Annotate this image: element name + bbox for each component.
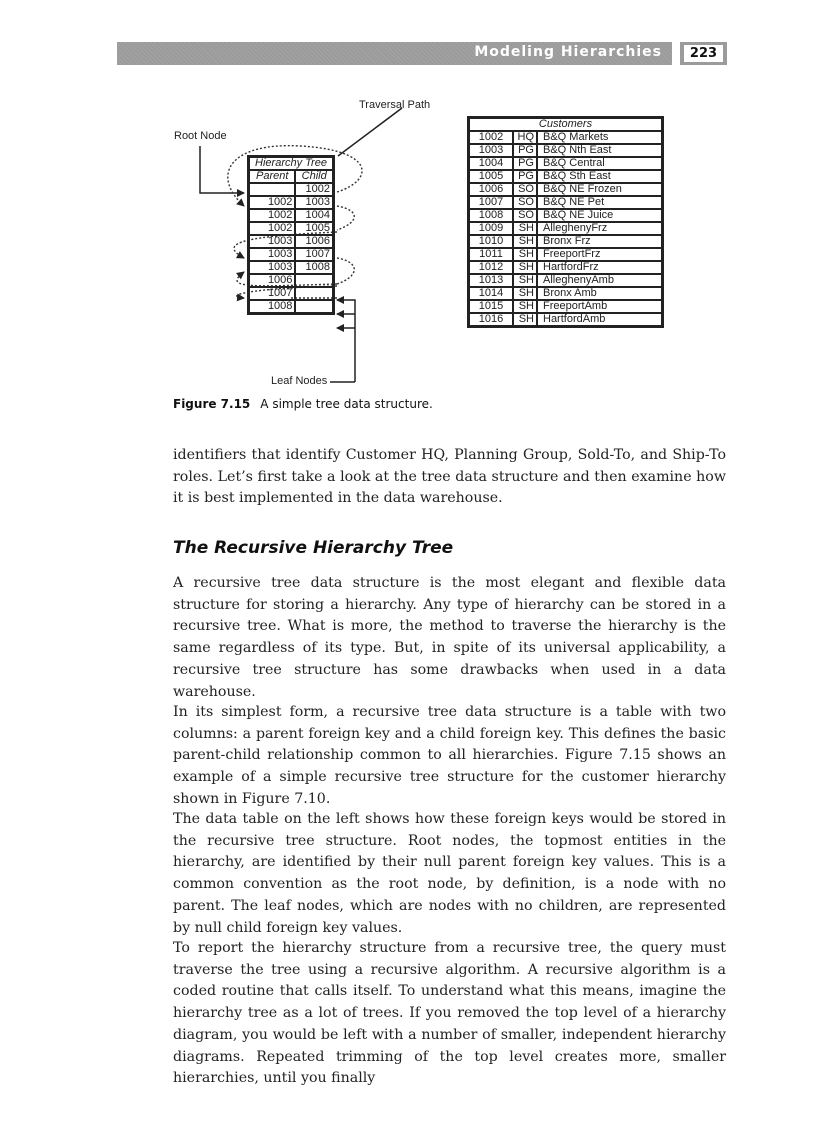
child-cell: 1004 <box>295 209 333 222</box>
table-row <box>469 196 662 209</box>
running-header-title: Modeling Hierarchies <box>474 44 662 60</box>
customer-role: SO <box>513 183 537 196</box>
customer-name: AlleghenyAmb <box>537 274 662 287</box>
customer-id: 1002 <box>469 131 513 144</box>
customer-id: 1013 <box>469 274 513 287</box>
customer-role: HQ <box>513 131 537 144</box>
customer-name: HartfordFrz <box>537 261 662 274</box>
customer-name: Bronx Frz <box>537 235 662 248</box>
table-row <box>249 183 333 196</box>
table-row <box>469 313 662 326</box>
customer-name: HartfordAmb <box>537 313 662 326</box>
customer-name: B&Q NE Frozen <box>537 183 662 196</box>
customer-role: SH <box>513 313 537 326</box>
customer-id: 1008 <box>469 209 513 222</box>
intro-paragraph: identifiers that identify Customer HQ, Planning Group, Sold-To, and Ship-To roles. Let’s first take a look at the tree data structure and then examine how it is best implemented in the data warehouse. <box>173 447 726 507</box>
table-row <box>469 300 662 313</box>
parent-cell: 1003 <box>249 248 295 261</box>
parent-cell: 1002 <box>249 196 295 209</box>
customer-role: SO <box>513 209 537 222</box>
traversal-path-pointer <box>338 108 402 156</box>
body-paragraph: A recursive tree data structure is the most elegant and flexible data structure for storing a hierarchy. Any type of hierarchy can be stored in a recursive tree. What is more, the method to traverse the hierarchy is the same regardless of its type. But, in spite of its universal applicability, a recursive tree structure has some drawbacks when used in a data warehouse. <box>173 575 726 700</box>
page-number: 223 <box>684 45 723 62</box>
child-cell <box>295 287 333 300</box>
customer-id: 1006 <box>469 183 513 196</box>
child-cell: 1003 <box>295 196 333 209</box>
customer-role: SH <box>513 261 537 274</box>
table-row <box>249 196 333 209</box>
customers-table <box>467 116 664 328</box>
child-cell: 1006 <box>295 235 333 248</box>
column-header-child: Child <box>295 170 333 183</box>
customer-role: SH <box>513 274 537 287</box>
parent-cell: 1003 <box>249 261 295 274</box>
table-row <box>469 157 662 170</box>
customer-role: SH <box>513 222 537 235</box>
table-row <box>469 248 662 261</box>
table-row <box>469 209 662 222</box>
figure-caption <box>173 397 433 411</box>
table-row <box>469 235 662 248</box>
customer-id: 1005 <box>469 170 513 183</box>
customer-role: PG <box>513 170 537 183</box>
customer-role: SH <box>513 248 537 261</box>
body-paragraph: In its simplest form, a recursive tree data structure is a table with two columns: a parent foreign key and a child foreign key. This defines the basic parent-child relationship common to all hierarchies. Figure 7.15 shows an example of a simple recursive tree structure for the customer hierarchy shown in Figure 7.10. <box>173 704 726 807</box>
customer-name: FreeportFrz <box>537 248 662 261</box>
customer-name: B&Q Markets <box>537 131 662 144</box>
table-row <box>469 144 662 157</box>
table-row <box>249 300 333 313</box>
customer-name: B&Q Sth East <box>537 170 662 183</box>
parent-cell: 1002 <box>249 222 295 235</box>
customer-role: SH <box>513 287 537 300</box>
body-paragraph: The data table on the left shows how these foreign keys would be stored in the recursive tree structure. Root nodes, the topmost entities in the hierarchy, are identified by their null parent foreign key values. This is a common convention as the root node, by definition, is a node with no parent. The leaf nodes, which are nodes with no children, are represented by null child foreign key values. <box>173 811 726 936</box>
child-cell: 1005 <box>295 222 333 235</box>
figure-7-15 <box>0 0 816 420</box>
customer-id: 1016 <box>469 313 513 326</box>
customer-id: 1012 <box>469 261 513 274</box>
body-paragraph: To report the hierarchy structure from a recursive tree, the query must traverse the tree using a recursive algorithm. A recursive algorithm is a coded routine that calls itself. To understand what this means, imagine the hierarchy tree as a lot of trees. If you removed the top level of a hierarchy diagram, you would be left with a number of smaller, independent hierarchy diagrams. Repeated trimming of the top level creates more, smaller hierarchies, until you finally <box>173 940 726 1087</box>
customer-name: FreeportAmb <box>537 300 662 313</box>
parent-cell: 1007 <box>249 287 295 300</box>
table-row <box>469 274 662 287</box>
customer-role: SH <box>513 235 537 248</box>
customer-name: B&Q Nth East <box>537 144 662 157</box>
table-row <box>249 274 333 287</box>
root-node-pointer <box>200 146 244 193</box>
customer-name: Bronx Amb <box>537 287 662 300</box>
table-row <box>249 222 333 235</box>
traversal-path-label: Traversal Path <box>359 99 431 111</box>
parent-cell <box>249 183 295 196</box>
parent-cell: 1008 <box>249 300 295 313</box>
customer-role: SO <box>513 196 537 209</box>
customer-name: B&Q NE Pet <box>537 196 662 209</box>
table-row <box>469 222 662 235</box>
customer-id: 1004 <box>469 157 513 170</box>
customer-name: B&Q Central <box>537 157 662 170</box>
column-header-parent: Parent <box>249 170 295 183</box>
customer-role: SH <box>513 300 537 313</box>
customer-id: 1007 <box>469 196 513 209</box>
customer-role: PG <box>513 144 537 157</box>
root-node-label: Root Node <box>174 130 227 142</box>
table-row <box>469 261 662 274</box>
table-row <box>469 170 662 183</box>
parent-cell: 1003 <box>249 235 295 248</box>
parent-cell: 1002 <box>249 209 295 222</box>
hierarchy-tree-title: Hierarchy Tree <box>249 157 333 170</box>
customers-title: Customers <box>469 118 662 131</box>
hierarchy-tree-table <box>247 155 335 315</box>
figure-number: Figure 7.15 <box>173 397 251 411</box>
table-row <box>249 209 333 222</box>
table-row <box>469 183 662 196</box>
child-cell <box>295 300 333 313</box>
figure-caption-text: A simple tree data structure. <box>260 397 433 411</box>
customer-role: PG <box>513 157 537 170</box>
customer-id: 1009 <box>469 222 513 235</box>
table-row <box>249 248 333 261</box>
customer-id: 1010 <box>469 235 513 248</box>
customer-name: B&Q NE Juice <box>537 209 662 222</box>
table-row <box>469 287 662 300</box>
customer-id: 1011 <box>469 248 513 261</box>
child-cell: 1002 <box>295 183 333 196</box>
customer-id: 1014 <box>469 287 513 300</box>
table-row <box>249 235 333 248</box>
child-cell: 1008 <box>295 261 333 274</box>
parent-cell: 1006 <box>249 274 295 287</box>
child-cell <box>295 274 333 287</box>
customer-name: AlleghenyFrz <box>537 222 662 235</box>
table-row <box>249 261 333 274</box>
table-row <box>249 287 333 300</box>
table-row <box>469 131 662 144</box>
figure-connectors <box>0 0 816 420</box>
customer-id: 1003 <box>469 144 513 157</box>
section-heading: The Recursive Hierarchy Tree <box>173 538 454 558</box>
customer-id: 1015 <box>469 300 513 313</box>
leaf-nodes-label: Leaf Nodes <box>271 375 328 387</box>
child-cell: 1007 <box>295 248 333 261</box>
